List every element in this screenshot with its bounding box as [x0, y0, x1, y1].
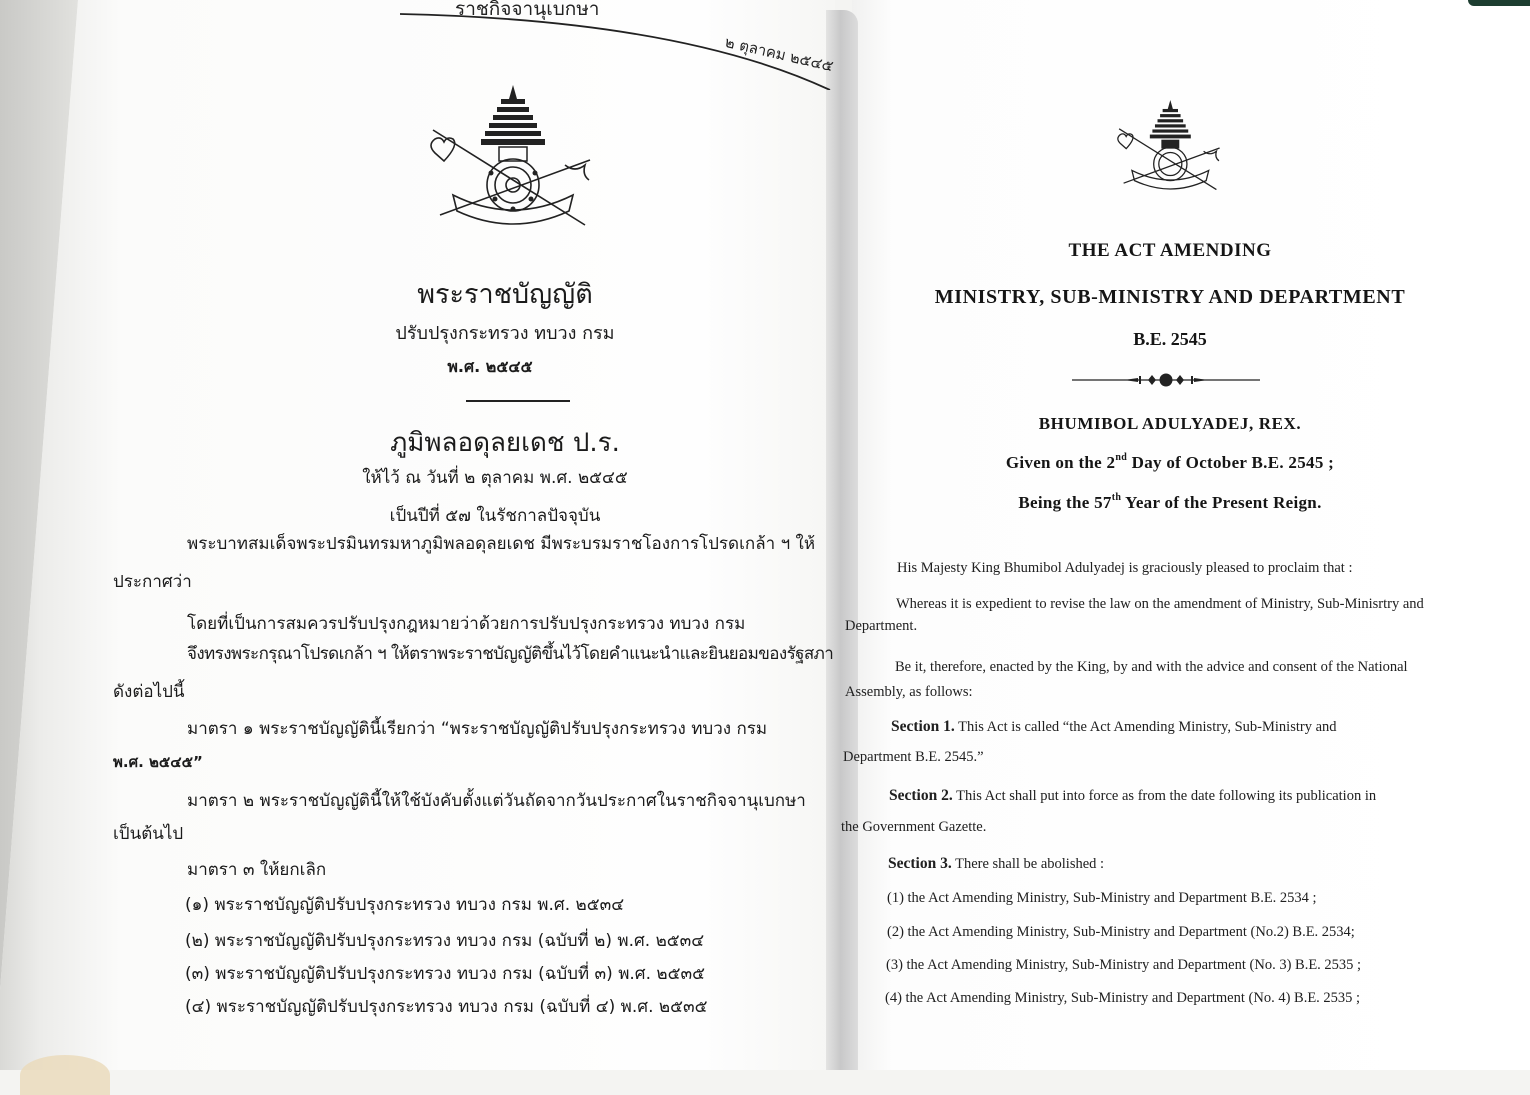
corner-tab — [1468, 0, 1530, 6]
running-head: ราชกิจจานุเบกษา — [455, 0, 600, 20]
act-title-line-1: THE ACT AMENDING — [1068, 240, 1272, 261]
thai-act-subtitle: ปรับปรุงกระทรวง ทบวง กรม — [395, 323, 615, 344]
thai-section-1-cont: พ.ศ. ๒๕๔๕” — [113, 753, 203, 771]
reign-year: Being the 57th Year of the Present Reign. — [1018, 492, 1322, 512]
king-name: BHUMIBOL ADULYADEJ, REX. — [1038, 414, 1302, 433]
section-1: Section 1. This Act is called “the Act Amending Ministry, Sub-Ministry and — [891, 718, 1337, 735]
section-3: Section 3. There shall be abolished : — [888, 855, 1105, 872]
repealed-item: (1) the Act Amending Ministry, Sub-Ministry and Department B.E. 2534 ; — [887, 890, 1317, 906]
enacting-clause-cont: Assembly, as follows: — [845, 684, 973, 700]
repealed-item: (3) the Act Amending Ministry, Sub-Ministry and Department (No. 3) B.E. 2535 ; — [886, 957, 1362, 973]
repealed-item: (4) the Act Amending Ministry, Sub-Ministry and Department (No. 4) B.E. 2535 ; — [885, 990, 1361, 1006]
thai-repealed-item: (๔) พระราชบัญญัติปรับปรุงกระทรวง ทบวง กรม (ฉบับที่ ๔) พ.ศ. ๒๕๓๕ — [185, 997, 708, 1017]
thai-given-date: ให้ไว้ ณ วันที่ ๒ ตุลาคม พ.ศ. ๒๕๔๕ — [362, 468, 628, 488]
thai-king-name: ภูมิพลอดุลยเดช ป.ร. — [390, 428, 620, 458]
thai-preamble-1-cont: ประกาศว่า — [113, 572, 192, 592]
book-gutter — [826, 10, 858, 1070]
thai-section-3: มาตรา ๓ ให้ยกเลิก — [187, 860, 327, 880]
ornament-divider-icon — [1072, 372, 1260, 388]
proclamation: His Majesty King Bhumibol Adulyadej is graciously pleased to proclaim that : — [897, 560, 1353, 576]
thai-preamble-3: จึงทรงพระกรุณาโปรดเกล้า ฯ ให้ตราพระราชบัญญัติขึ้นไว้โดยคำแนะนำและยินยอมของรัฐสภา — [187, 644, 834, 664]
section-2: Section 2. This Act shall put into force as from the date following its publication in — [889, 787, 1377, 804]
thai-preamble-2: โดยที่เป็นการสมควรปรับปรุงกฎหมายว่าด้วยการปรับปรุงกระทรวง ทบวง กรม — [187, 614, 746, 634]
thai-act-year: พ.ศ. ๒๕๔๕ — [447, 357, 533, 376]
whereas-clause-cont: Department. — [845, 618, 918, 634]
thai-repealed-item: (๒) พระราชบัญญัติปรับปรุงกระทรวง ทบวง กรม (ฉบับที่ ๒) พ.ศ. ๒๕๓๔ — [185, 931, 705, 951]
enacting-clause: Be it, therefore, enacted by the King, by and with the advice and consent of the National — [895, 659, 1408, 675]
repealed-item: (2) the Act Amending Ministry, Sub-Ministry and Department (No.2) B.E. 2534; — [887, 924, 1355, 940]
thumb — [20, 1055, 110, 1095]
thai-preamble-3-cont: ดังต่อไปนี้ — [113, 682, 185, 702]
thai-preamble-1: พระบาทสมเด็จพระปรมินทรมหาภูมิพลอดุลยเดช มีพระบรมราชโองการโปรดเกล้า ฯ ให้ — [187, 534, 816, 554]
thai-repealed-item: (๑) พระราชบัญญัติปรับปรุงกระทรวง ทบวง กรม พ.ศ. ๒๕๓๔ — [185, 895, 625, 915]
whereas-clause: Whereas it is expedient to revise the law on the amendment of Ministry, Sub-Minisrtry and — [896, 596, 1424, 612]
thai-section-1: มาตรา ๑ พระราชบัญญัตินี้เรียกว่า “พระราชบัญญัติปรับปรุงกระทรวง ทบวง กรม — [187, 719, 768, 739]
thai-section-2: มาตรา ๒ พระราชบัญญัตินี้ให้ใช้บังคับตั้งแต่วันถัดจากวันประกาศในราชกิจจานุเบกษา — [187, 791, 806, 811]
section-2-cont: the Government Gazette. — [841, 819, 987, 835]
given-date: Given on the 2nd Day of October B.E. 2545 ; — [1005, 452, 1335, 472]
thai-act-title: พระราชบัญญัติ — [417, 279, 593, 310]
section-1-cont: Department B.E. 2545.” — [843, 749, 984, 765]
royal-seal-emblem — [425, 85, 600, 235]
thai-section-2-cont: เป็นต้นไป — [113, 824, 184, 844]
header-date: ๒ ตุลาคม ๒๕๔๕ — [723, 32, 836, 76]
act-title-line-2: MINISTRY, SUB-MINISTRY AND DEPARTMENT — [934, 286, 1406, 308]
thai-reign-year: เป็นปีที่ ๕๗ ในรัชกาลปัจจุบัน — [389, 506, 601, 526]
act-title-year: B.E. 2545 — [1133, 329, 1207, 349]
royal-seal-emblem — [1108, 100, 1232, 196]
thai-repealed-item: (๓) พระราชบัญญัติปรับปรุงกระทรวง ทบวง กรม (ฉบับที่ ๓) พ.ศ. ๒๕๓๕ — [185, 964, 705, 984]
title-divider — [466, 400, 570, 402]
